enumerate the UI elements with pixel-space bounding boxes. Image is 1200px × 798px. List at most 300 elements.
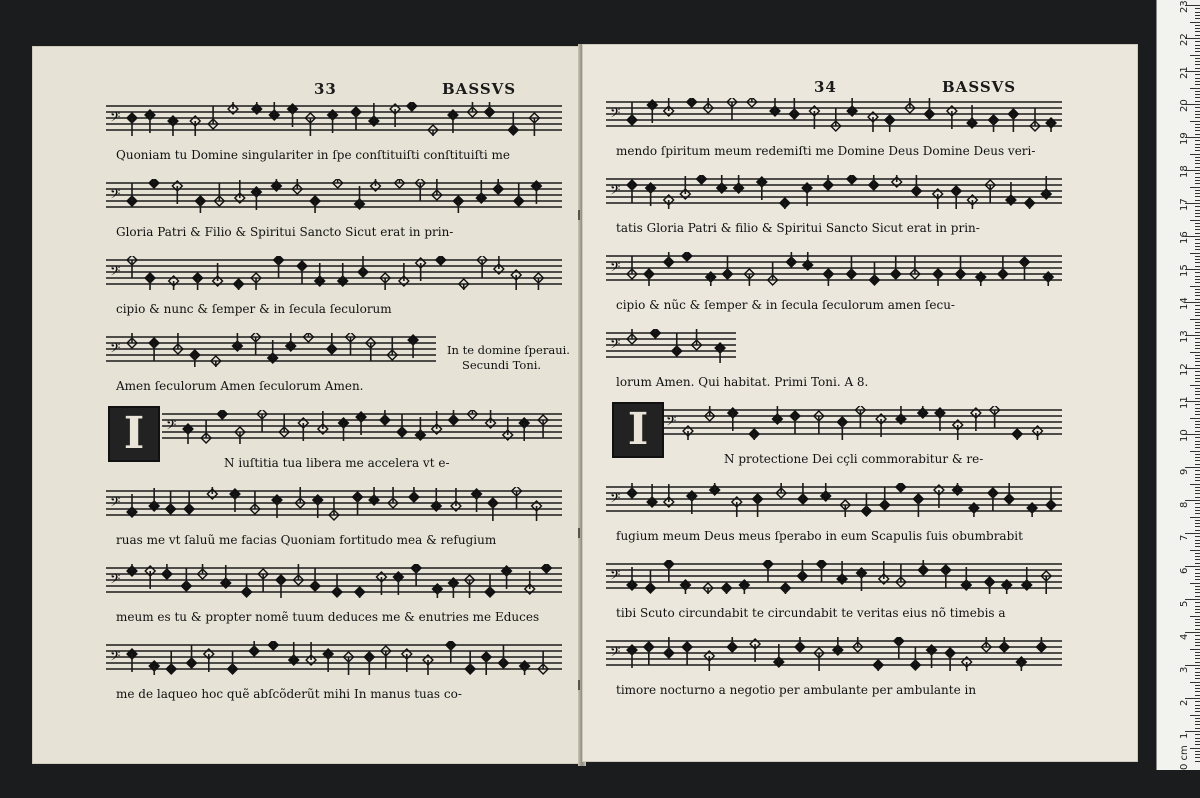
ruler-minor-tick bbox=[1195, 206, 1200, 207]
ruler-minor-tick bbox=[1195, 177, 1200, 178]
ruler-number: 19 bbox=[1179, 132, 1190, 145]
clef-glyph: 𝄢 bbox=[110, 648, 121, 667]
voice-label-right: BASSVS bbox=[942, 78, 1017, 96]
ruler-number: 12 bbox=[1179, 363, 1190, 376]
binding-thread-3 bbox=[578, 680, 580, 690]
ruler-minor-tick bbox=[1195, 246, 1200, 247]
note bbox=[704, 651, 714, 671]
ruler-minor-tick bbox=[1190, 748, 1200, 749]
ruler-minor-tick bbox=[1195, 134, 1200, 135]
ruler-minor-tick bbox=[1190, 517, 1200, 518]
music-staff bbox=[106, 487, 562, 521]
music-staff bbox=[606, 252, 1062, 286]
note bbox=[697, 175, 707, 184]
note bbox=[896, 406, 906, 424]
note bbox=[823, 269, 833, 286]
ruler-number: 3 bbox=[1179, 666, 1190, 673]
ruler-minor-tick bbox=[1195, 691, 1200, 692]
ruler-minor-tick bbox=[1195, 513, 1200, 514]
ruler-minor-tick bbox=[1195, 190, 1200, 191]
ruler-minor-tick bbox=[1195, 470, 1200, 471]
ruler-minor-tick bbox=[1195, 332, 1200, 333]
ruler-minor-tick bbox=[1195, 51, 1200, 52]
ruler-minor-tick bbox=[1195, 655, 1200, 656]
ruler-minor-tick bbox=[1195, 553, 1200, 554]
ruler-minor-tick bbox=[1195, 589, 1200, 590]
note bbox=[894, 637, 904, 659]
note bbox=[409, 487, 419, 502]
ruler-minor-tick bbox=[1195, 305, 1200, 306]
note bbox=[190, 116, 200, 136]
ruler-minor-tick bbox=[1195, 487, 1200, 488]
ruler-minor-tick bbox=[1195, 12, 1200, 13]
note bbox=[380, 273, 390, 290]
ruler-minor-tick bbox=[1195, 58, 1200, 59]
note bbox=[821, 483, 831, 501]
note bbox=[772, 406, 782, 424]
ruler-minor-tick bbox=[1195, 675, 1200, 676]
ruler-number: 8 bbox=[1179, 501, 1190, 508]
ruler-minor-tick bbox=[1195, 388, 1200, 389]
decorated-initial-left: I bbox=[108, 406, 160, 462]
ruler-number: 18 bbox=[1179, 165, 1190, 178]
note bbox=[727, 637, 737, 652]
note bbox=[407, 102, 417, 111]
ruler-minor-tick bbox=[1195, 668, 1200, 669]
note bbox=[232, 333, 242, 351]
ruler-minor-tick bbox=[1195, 262, 1200, 263]
note bbox=[847, 98, 857, 116]
ruler-number: 1 bbox=[1179, 732, 1190, 739]
ruler-number: 6 bbox=[1179, 567, 1190, 574]
ruler-minor-tick bbox=[1195, 25, 1200, 26]
clef-glyph: 𝄢 bbox=[110, 186, 121, 205]
note bbox=[493, 179, 503, 194]
ruler-minor-tick bbox=[1195, 734, 1200, 735]
ruler-minor-tick bbox=[1195, 711, 1200, 712]
ruler-minor-tick bbox=[1195, 279, 1200, 280]
ruler-minor-tick bbox=[1190, 253, 1200, 254]
ruler-minor-tick bbox=[1195, 398, 1200, 399]
ruler-minor-tick bbox=[1195, 342, 1200, 343]
ruler-number: 2 bbox=[1179, 699, 1190, 706]
ruler-minor-tick bbox=[1195, 328, 1200, 329]
ruler-minor-tick bbox=[1195, 705, 1200, 706]
ruler-minor-tick bbox=[1190, 286, 1200, 287]
ruler-minor-tick bbox=[1190, 583, 1200, 584]
music-staff bbox=[606, 175, 1062, 209]
note bbox=[411, 564, 421, 586]
note bbox=[847, 175, 857, 184]
ruler-minor-tick bbox=[1195, 724, 1200, 725]
ruler-minor-tick bbox=[1195, 173, 1200, 174]
note bbox=[193, 273, 203, 290]
note bbox=[817, 560, 827, 582]
ruler-minor-tick bbox=[1195, 130, 1200, 131]
ruler-minor-tick bbox=[1195, 536, 1200, 537]
note bbox=[868, 112, 878, 132]
ruler-minor-tick bbox=[1195, 144, 1200, 145]
ruler-minor-tick bbox=[1195, 78, 1200, 79]
ruler-minor-tick bbox=[1195, 573, 1200, 574]
note bbox=[251, 273, 261, 290]
ruler-minor-tick bbox=[1195, 421, 1200, 422]
note bbox=[786, 252, 796, 267]
clef-glyph: 𝄢 bbox=[610, 259, 621, 278]
ruler-minor-tick bbox=[1195, 652, 1200, 653]
music-staff bbox=[106, 256, 562, 290]
ruler-minor-tick bbox=[1195, 68, 1200, 69]
ruler-minor-tick bbox=[1195, 503, 1200, 504]
ruler-minor-tick bbox=[1195, 239, 1200, 240]
note bbox=[869, 175, 879, 190]
ruler-minor-tick bbox=[1195, 348, 1200, 349]
note bbox=[168, 116, 178, 136]
ruler-minor-tick bbox=[1195, 289, 1200, 290]
clef-glyph: 𝄢 bbox=[666, 413, 677, 432]
clef-glyph: 𝄢 bbox=[610, 182, 621, 201]
music-staff bbox=[606, 560, 1062, 594]
ruler-minor-tick bbox=[1195, 213, 1200, 214]
music-staff bbox=[606, 98, 1062, 132]
ruler-minor-tick bbox=[1195, 754, 1200, 755]
ruler-minor-tick bbox=[1190, 385, 1200, 386]
ruler-minor-tick bbox=[1195, 424, 1200, 425]
ruler-number: 10 bbox=[1179, 429, 1190, 442]
lyrics-line: meum es tu & propter nomẽ tuum deduces me & enutries me Educes bbox=[116, 610, 540, 624]
clef-glyph: 𝄢 bbox=[110, 109, 121, 128]
ruler-minor-tick bbox=[1195, 325, 1200, 326]
note bbox=[448, 578, 458, 598]
ruler-minor-tick bbox=[1195, 226, 1200, 227]
note bbox=[833, 637, 843, 655]
note bbox=[795, 637, 805, 652]
ruler-minor-tick bbox=[1195, 454, 1200, 455]
ruler-minor-tick bbox=[1195, 31, 1200, 32]
ruler-minor-tick bbox=[1195, 292, 1200, 293]
note bbox=[211, 356, 221, 367]
note bbox=[989, 115, 999, 132]
ruler-minor-tick bbox=[1195, 592, 1200, 593]
note bbox=[269, 102, 279, 120]
ruler-minor-tick bbox=[1190, 187, 1200, 188]
music-staff bbox=[606, 329, 1062, 363]
ruler-minor-tick bbox=[1195, 150, 1200, 151]
left-page bbox=[32, 46, 580, 764]
ruler-minor-tick bbox=[1195, 394, 1200, 395]
ruler-minor-tick bbox=[1195, 460, 1200, 461]
note bbox=[446, 641, 456, 663]
note bbox=[235, 427, 245, 444]
ruler-minor-tick bbox=[1190, 682, 1200, 683]
note bbox=[1036, 637, 1046, 652]
lyrics-line: lorum Amen. Qui habitat. Primi Toni. A 8. bbox=[616, 375, 869, 389]
ruler-minor-tick bbox=[1190, 22, 1200, 23]
ruler-minor-tick bbox=[1195, 375, 1200, 376]
ruler-minor-tick bbox=[1195, 233, 1200, 234]
ruler-minor-tick bbox=[1195, 312, 1200, 313]
clef-glyph: 𝄢 bbox=[166, 417, 177, 436]
ruler-minor-tick bbox=[1190, 352, 1200, 353]
side-note-1: In te domine ſperaui. bbox=[447, 343, 570, 357]
note bbox=[732, 497, 742, 517]
lyrics-line: N protectione Dei cçli commorabitur & re- bbox=[724, 452, 984, 466]
music-staff bbox=[106, 179, 562, 213]
ruler-minor-tick bbox=[1195, 662, 1200, 663]
ruler-minor-tick bbox=[1195, 111, 1200, 112]
note bbox=[198, 564, 208, 579]
music-staff bbox=[106, 564, 562, 598]
note bbox=[933, 189, 943, 209]
ruler-minor-tick bbox=[1195, 18, 1200, 19]
ruler-minor-tick bbox=[1195, 101, 1200, 102]
ruler-minor-tick bbox=[1195, 48, 1200, 49]
ruler-minor-tick bbox=[1195, 94, 1200, 95]
ruler-minor-tick bbox=[1195, 282, 1200, 283]
note bbox=[703, 583, 713, 594]
note bbox=[722, 583, 732, 594]
ruler-number: 16 bbox=[1179, 231, 1190, 244]
ruler-minor-tick bbox=[1195, 114, 1200, 115]
music-staff bbox=[106, 641, 562, 675]
note bbox=[145, 273, 155, 290]
note bbox=[286, 333, 296, 351]
ruler-minor-tick bbox=[1195, 526, 1200, 527]
ruler-minor-tick bbox=[1190, 484, 1200, 485]
note bbox=[627, 483, 637, 498]
note bbox=[664, 252, 674, 267]
ruler-minor-tick bbox=[1195, 41, 1200, 42]
ruler-number: 9 bbox=[1179, 468, 1190, 475]
ruler-minor-tick bbox=[1195, 107, 1200, 108]
note bbox=[873, 660, 883, 671]
lyrics-line: cipio & nũc & ſemper & in ſecula ſeculorum amen ſecu- bbox=[616, 298, 955, 312]
ruler-minor-tick bbox=[1190, 88, 1200, 89]
note bbox=[840, 500, 850, 517]
ruler-minor-tick bbox=[1195, 408, 1200, 409]
note bbox=[627, 329, 637, 344]
clef-glyph: 𝄢 bbox=[610, 105, 621, 124]
music-staff bbox=[606, 483, 1062, 517]
ruler-minor-tick bbox=[1195, 497, 1200, 498]
lyrics-line: timore nocturno a negotio per ambulante per ambulante in bbox=[616, 683, 977, 697]
note bbox=[274, 256, 284, 278]
note bbox=[162, 564, 172, 579]
lyrics-line: Amen ſeculorum Amen ſeculorum Amen. bbox=[116, 379, 364, 393]
ruler-minor-tick bbox=[1195, 688, 1200, 689]
ruler-minor-tick bbox=[1195, 757, 1200, 758]
ruler-minor-tick bbox=[1195, 645, 1200, 646]
ruler-minor-tick bbox=[1195, 345, 1200, 346]
ruler-minor-tick bbox=[1195, 602, 1200, 603]
ruler-minor-tick bbox=[1190, 418, 1200, 419]
ruler-number: 20 bbox=[1179, 99, 1190, 112]
note bbox=[770, 98, 780, 116]
ruler-minor-tick bbox=[1195, 477, 1200, 478]
note bbox=[803, 252, 813, 270]
page-number-right: 34 bbox=[814, 78, 837, 96]
note bbox=[453, 196, 463, 213]
ruler-minor-tick bbox=[1195, 701, 1200, 702]
ruler-minor-tick bbox=[1195, 404, 1200, 405]
note bbox=[190, 350, 200, 367]
ruler-minor-tick bbox=[1195, 266, 1200, 267]
note bbox=[534, 273, 544, 290]
ruler-minor-tick bbox=[1195, 609, 1200, 610]
ruler-minor-tick bbox=[1195, 625, 1200, 626]
note bbox=[763, 560, 773, 582]
ruler-minor-tick bbox=[1195, 180, 1200, 181]
ruler-minor-tick bbox=[1195, 619, 1200, 620]
ruler-minor-tick bbox=[1195, 84, 1200, 85]
note bbox=[511, 270, 521, 290]
note bbox=[423, 655, 433, 675]
ruler-minor-tick bbox=[1195, 629, 1200, 630]
ruler-minor-tick bbox=[1195, 480, 1200, 481]
ruler-minor-tick bbox=[1190, 715, 1200, 716]
lyrics-line: mendo ſpiritum meum redemiſti me Domine Deus Domine Deus veri- bbox=[616, 144, 1036, 158]
note bbox=[823, 175, 833, 190]
note bbox=[1012, 429, 1022, 440]
ruler-minor-tick bbox=[1195, 751, 1200, 752]
ruler-minor-tick bbox=[1195, 61, 1200, 62]
ruler-minor-tick bbox=[1195, 520, 1200, 521]
ruler-minor-tick bbox=[1195, 140, 1200, 141]
note bbox=[853, 637, 863, 652]
lyrics-line: cipio & nunc & ſemper & in ſecula ſeculorum bbox=[116, 302, 392, 316]
ruler-minor-tick bbox=[1195, 371, 1200, 372]
ruler-number: 7 bbox=[1179, 534, 1190, 541]
ruler-minor-tick bbox=[1190, 220, 1200, 221]
note bbox=[234, 279, 244, 290]
note bbox=[682, 252, 692, 261]
note bbox=[780, 198, 790, 209]
note bbox=[981, 637, 991, 652]
note bbox=[268, 641, 278, 650]
ruler-minor-tick bbox=[1190, 319, 1200, 320]
ruler-minor-tick bbox=[1195, 579, 1200, 580]
lyrics-line: tatis Gloria Patri & filio & Spiritui Sancto Sicut erat in prin- bbox=[616, 221, 980, 235]
ruler-minor-tick bbox=[1195, 530, 1200, 531]
note bbox=[734, 175, 744, 193]
ruler-minor-tick bbox=[1195, 259, 1200, 260]
ruler-minor-tick bbox=[1195, 229, 1200, 230]
ruler-minor-tick bbox=[1190, 154, 1200, 155]
note bbox=[249, 641, 259, 656]
ruler-minor-tick bbox=[1195, 223, 1200, 224]
ruler-minor-tick bbox=[1195, 35, 1200, 36]
ruler-minor-tick bbox=[1195, 507, 1200, 508]
note bbox=[127, 333, 137, 348]
note bbox=[644, 269, 654, 286]
ruler-minor-tick bbox=[1195, 510, 1200, 511]
note bbox=[217, 410, 227, 419]
ruler-number: 13 bbox=[1179, 330, 1190, 343]
ruler-minor-tick bbox=[1195, 411, 1200, 412]
note bbox=[953, 420, 963, 440]
ruler-minor-tick bbox=[1195, 612, 1200, 613]
ruler-minor-tick bbox=[1195, 437, 1200, 438]
ruler-minor-tick bbox=[1195, 295, 1200, 296]
binding-thread-1 bbox=[578, 210, 580, 220]
ruler-minor-tick bbox=[1195, 444, 1200, 445]
ruler-minor-tick bbox=[1195, 157, 1200, 158]
ruler-minor-tick bbox=[1195, 276, 1200, 277]
note bbox=[459, 279, 469, 290]
ruler-minor-tick bbox=[1195, 365, 1200, 366]
ruler-minor-tick bbox=[1195, 322, 1200, 323]
ruler-minor-tick bbox=[1195, 147, 1200, 148]
ruler-minor-tick bbox=[1195, 431, 1200, 432]
side-note-2: Secundi Toni. bbox=[462, 358, 542, 372]
note bbox=[1025, 198, 1035, 209]
ruler-minor-tick bbox=[1195, 744, 1200, 745]
ruler-minor-tick bbox=[1195, 200, 1200, 201]
ruler-minor-tick bbox=[1195, 543, 1200, 544]
ruler-minor-tick bbox=[1195, 718, 1200, 719]
ruler-minor-tick bbox=[1190, 550, 1200, 551]
ruler-number: 23 bbox=[1179, 0, 1190, 13]
ruler-minor-tick bbox=[1195, 540, 1200, 541]
open-book bbox=[32, 44, 1140, 766]
ruler-minor-tick bbox=[1190, 451, 1200, 452]
clef-glyph: 𝄢 bbox=[110, 340, 121, 359]
clef-glyph: 𝄢 bbox=[110, 263, 121, 282]
ruler-minor-tick bbox=[1195, 695, 1200, 696]
ruler-number: 22 bbox=[1179, 33, 1190, 46]
lyrics-line: fugium meum Deus meus ſperabo in eum Scapulis ſuis obumbrabit bbox=[616, 529, 1023, 543]
note bbox=[744, 269, 754, 286]
ruler-minor-tick bbox=[1195, 441, 1200, 442]
voice-label-left: BASSVS bbox=[442, 80, 517, 98]
lyrics-line: N iuſtitia tua libera me accelera vt e- bbox=[224, 456, 450, 470]
ruler-number: 4 bbox=[1179, 633, 1190, 640]
ruler-minor-tick bbox=[1190, 649, 1200, 650]
ruler-minor-tick bbox=[1195, 606, 1200, 607]
ruler-minor-tick bbox=[1195, 685, 1200, 686]
ruler-minor-tick bbox=[1195, 315, 1200, 316]
ruler-minor-tick bbox=[1195, 28, 1200, 29]
ruler-minor-tick bbox=[1195, 596, 1200, 597]
ruler-minor-tick bbox=[1195, 721, 1200, 722]
note bbox=[292, 179, 302, 194]
ruler-minor-tick bbox=[1195, 447, 1200, 448]
ruler-number: 5 bbox=[1179, 600, 1190, 607]
note bbox=[468, 102, 478, 117]
note bbox=[933, 269, 943, 286]
ruler-minor-tick bbox=[1195, 256, 1200, 257]
ruler-minor-tick bbox=[1195, 8, 1200, 9]
ruler-minor-tick bbox=[1195, 81, 1200, 82]
note bbox=[985, 577, 995, 594]
ruler-minor-tick bbox=[1195, 338, 1200, 339]
lyrics-line: ruas me vt ſaluũ me facias Quoniam fortitudo mea & refugium bbox=[116, 533, 497, 547]
ruler-minor-tick bbox=[1195, 361, 1200, 362]
ruler-minor-tick bbox=[1195, 738, 1200, 739]
ruler-minor-tick bbox=[1195, 658, 1200, 659]
ruler-minor-tick bbox=[1195, 741, 1200, 742]
ruler-minor-tick bbox=[1195, 243, 1200, 244]
binding-thread-2 bbox=[578, 528, 580, 538]
note bbox=[999, 637, 1009, 652]
note bbox=[650, 329, 660, 338]
ruler-unit-label: 0 cm bbox=[1179, 745, 1190, 770]
note bbox=[918, 560, 928, 575]
note bbox=[885, 115, 895, 132]
note bbox=[687, 98, 697, 107]
note bbox=[310, 196, 320, 213]
note bbox=[780, 583, 790, 594]
